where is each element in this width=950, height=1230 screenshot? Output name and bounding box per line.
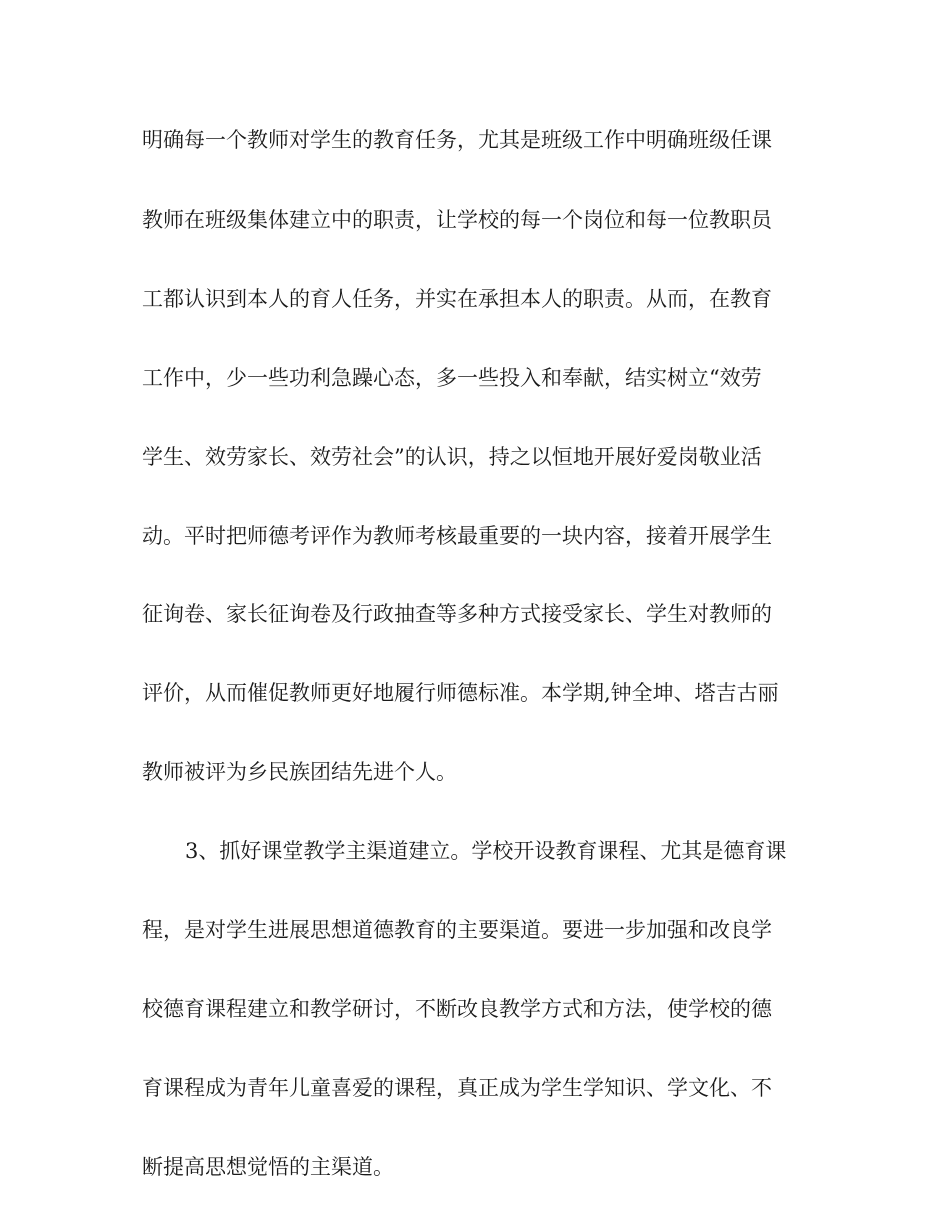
text-line: 工作中，少一些功利急躁心态，多一些投入和奉献，结实树立“效劳 [142,366,762,390]
text-line: 明确每一个教师对学生的教育任务，尤其是班级工作中明确班级任课 [142,128,772,152]
paragraph-start-line: 3、抓好课堂教学主渠道建立。学校开设教育课程、尤其是德育课 [185,839,787,863]
text-line: 断提高思想觉悟的主渠道。 [142,1155,394,1179]
text-line: 教师被评为乡民族团结先进个人。 [142,760,457,784]
text-line: 评价，从而催促教师更好地履行师德标准。本学期,钟全坤、塔吉古丽 [142,681,779,705]
text-line: 工都认识到本人的育人任务，并实在承担本人的职责。从而，在教育 [142,287,772,311]
text-line: 育课程成为青年儿童喜爱的课程，真正成为学生学知识、学文化、不 [142,1076,772,1100]
text-line: 征询卷、家长征询卷及行政抽查等多种方式接受家长、学生对教师的 [142,602,772,626]
text-line: 学生、效劳家长、效劳社会”的认识，持之以恒地开展好爱岗敬业活 [142,445,762,469]
text-line: 程，是对学生进展思想道德教育的主要渠道。要进一步加强和改良学 [142,918,772,942]
text-line: 动。平时把师德考评作为教师考核最重要的一块内容，接着开展学生 [142,524,772,548]
text-line: 校德育课程建立和教学研讨，不断改良教学方式和方法，使学校的德 [142,997,772,1021]
text-line: 教师在班级集体建立中的职责，让学校的每一个岗位和每一位教职员 [142,208,772,232]
